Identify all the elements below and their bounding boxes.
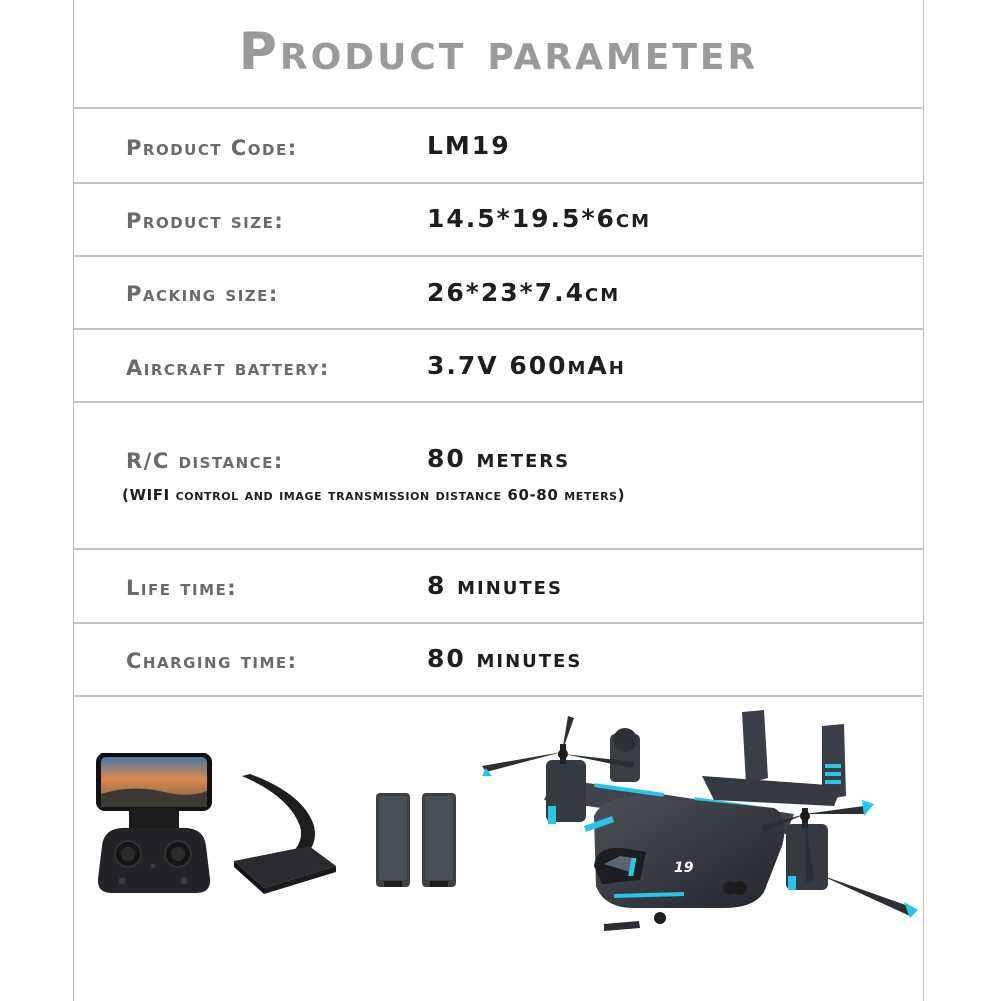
remote-controller bbox=[96, 753, 212, 893]
package-contents-illustration bbox=[74, 696, 922, 1001]
param-label-charging-time: Charging time: bbox=[126, 649, 298, 673]
param-note-rc-distance: (WIFI control and image transmission distance 60-80 meters) bbox=[122, 486, 626, 504]
param-value-charging-time: 80 minutes bbox=[427, 644, 583, 673]
divider bbox=[74, 107, 923, 109]
divider bbox=[74, 328, 923, 330]
drone-number: 19 bbox=[674, 860, 694, 876]
parameter-table bbox=[73, 0, 924, 1001]
param-value-life-time: 8 minutes bbox=[427, 571, 563, 600]
param-label-rc-distance: R/C distance: bbox=[126, 449, 284, 473]
param-value-product-code: LM19 bbox=[427, 131, 511, 160]
param-value-product-size: 14.5*19.5*6cm bbox=[427, 204, 652, 233]
param-value-rc-distance: 80 meters bbox=[427, 444, 571, 473]
param-label-packing-size: Packing size: bbox=[126, 282, 279, 306]
divider bbox=[74, 622, 923, 624]
divider bbox=[74, 548, 923, 550]
param-label-life-time: Life time: bbox=[126, 576, 238, 600]
param-label-product-size: Product size: bbox=[126, 209, 285, 233]
divider bbox=[74, 401, 923, 403]
param-value-packing-size: 26*23*7.4cm bbox=[427, 278, 621, 307]
phone-holder-stand bbox=[234, 774, 336, 894]
battery bbox=[422, 793, 456, 887]
param-label-aircraft-battery: Aircraft battery: bbox=[126, 356, 330, 380]
divider bbox=[74, 182, 923, 184]
param-label-product-code: Product Code: bbox=[126, 136, 298, 160]
battery bbox=[376, 793, 410, 887]
page-title: Product parameter bbox=[238, 22, 759, 82]
tiltrotor-drone bbox=[482, 710, 918, 931]
param-value-aircraft-battery: 3.7V 600mAh bbox=[427, 351, 626, 380]
divider bbox=[74, 255, 923, 257]
